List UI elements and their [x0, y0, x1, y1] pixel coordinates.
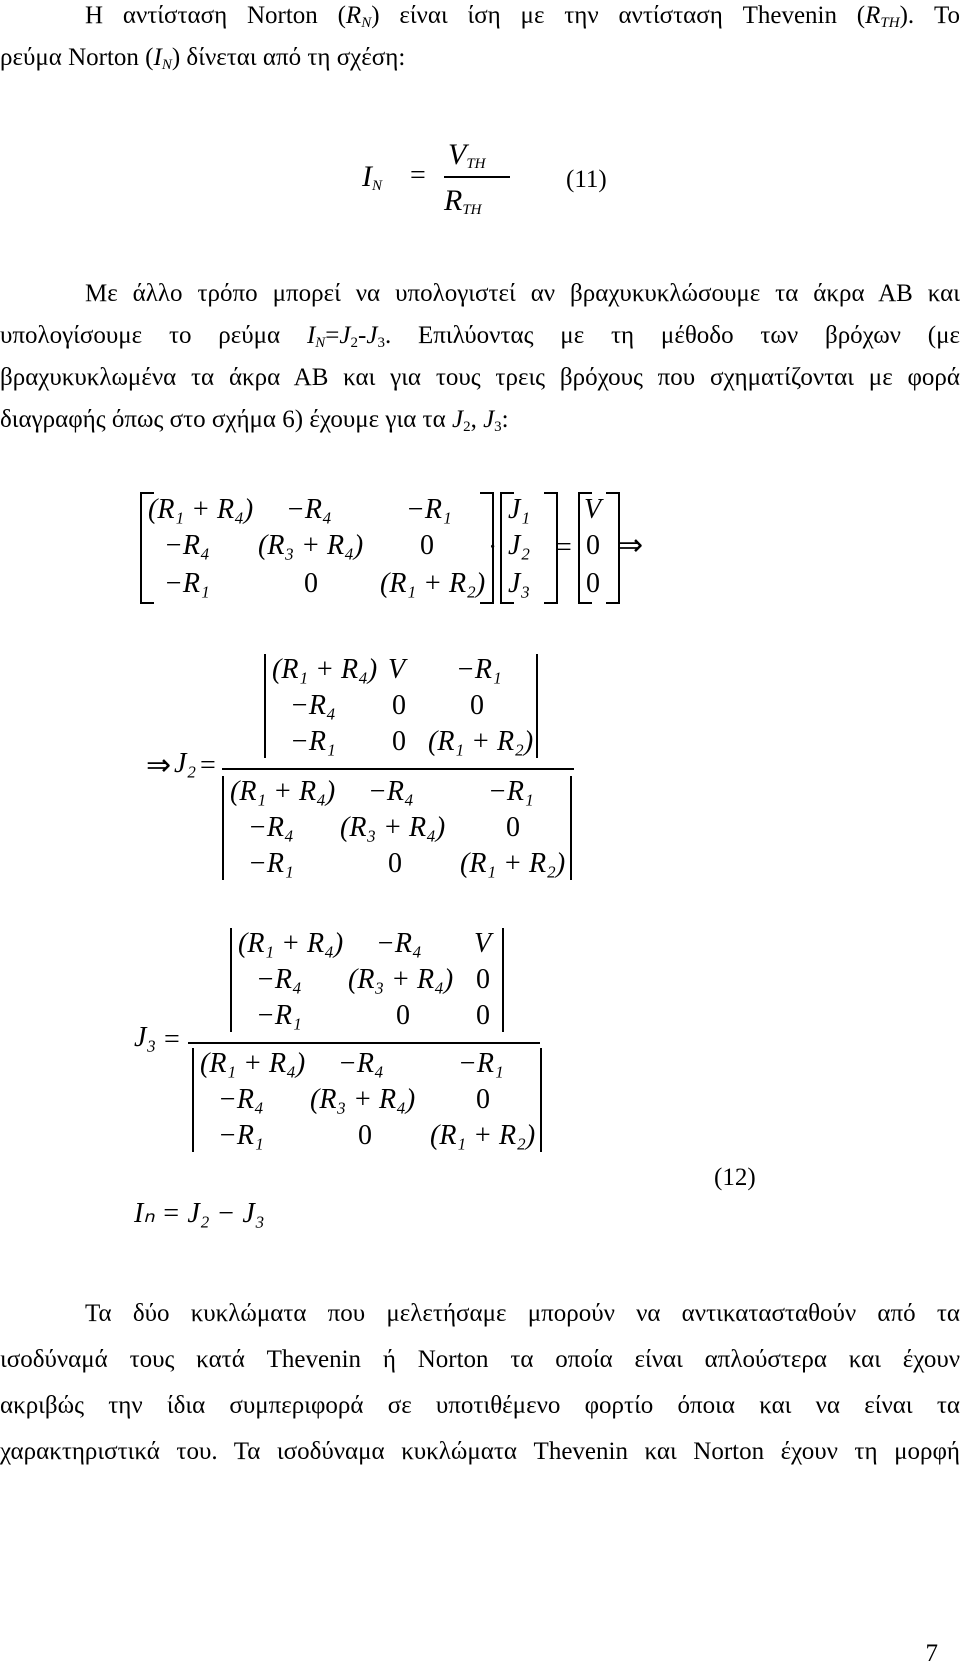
- det-cell: −R₁: [290, 726, 336, 757]
- j3-fraction-bar: [188, 1042, 540, 1044]
- matrix-cell: −R₄: [164, 530, 210, 561]
- det-cell: −R₄: [290, 690, 336, 721]
- paragraph-3-line-1: Τα δύο κυκλώματα που μελετήσαμε μπορούν να αντικατασταθούν από τα: [85, 1300, 960, 1327]
- paragraph-2-line-2: υπολογίσουμε το ρεύμα $I_N=J_2-J_3$. Επιλύοντας με τη μέθοδο των βρόχων (με: [0, 322, 960, 351]
- det-cell: −R₁: [248, 848, 294, 879]
- matrix-cell: −R₁: [406, 494, 452, 525]
- paragraph-1-line-2: ρεύμα Norton $(I_N)$ δίνεται από τη σχέση:: [0, 44, 406, 73]
- j2-implies-arrow: ⇒: [146, 749, 172, 782]
- matrix-cell: 0: [420, 530, 434, 561]
- matrix-cell: −R₄: [286, 494, 332, 525]
- det-cell: −R₄: [368, 776, 414, 807]
- det-cell: −R₄: [256, 964, 302, 995]
- vector-v-cell: V: [584, 494, 602, 525]
- det-cell: −R₁: [218, 1120, 264, 1151]
- j2-lhs: J₂: [174, 748, 197, 779]
- det-cell: 0: [476, 1000, 490, 1031]
- det-cell: 0: [470, 690, 484, 721]
- det-cell: (R₁ + R₄): [272, 654, 378, 685]
- j2-equals: =: [200, 750, 216, 781]
- det-cell: 0: [388, 848, 402, 879]
- paragraph-1-line-1: Η αντίσταση Norton $(R_N)$ είναι ίση με την αντίσταση Thevenin $(R_{TH})$. Το: [85, 2, 960, 31]
- vector-j-cell: J₂: [508, 530, 531, 561]
- vector-v-cell: 0: [586, 530, 600, 561]
- det-cell: −R₁: [458, 1048, 504, 1079]
- vector-j-cell: J₃: [508, 568, 531, 599]
- det-cell: V: [474, 928, 492, 959]
- paragraph-2-line-1: Με άλλο τρόπο μπορεί να υπολογιστεί αν βραχυκυκλώσουμε τα άκρα ΑΒ και: [85, 280, 960, 307]
- paragraph-3-line-4: χαρακτηριστικά του. Τα ισοδύναμα κυκλώματα Thevenin και Norton έχουν τη μορφή: [0, 1438, 960, 1465]
- det-cell: (R₃ + R₄): [340, 812, 446, 843]
- det-cell: (R₃ + R₄): [348, 964, 454, 995]
- det-cell: 0: [476, 964, 490, 995]
- det-cell: 0: [476, 1084, 490, 1115]
- det-cell: −R₁: [488, 776, 534, 807]
- det-cell: 0: [392, 690, 406, 721]
- vector-j-cell: J₁: [508, 494, 531, 525]
- eq11-equals: =: [410, 160, 426, 191]
- eq12-number: (12): [714, 1164, 756, 1191]
- det-cell: −R₁: [256, 1000, 302, 1031]
- eq11-numerator: $V_{TH}$: [448, 138, 486, 172]
- det-cell: 0: [392, 726, 406, 757]
- paragraph-2-line-3: βραχυκυκλωμένα τα άκρα ΑΒ και για τους τρεις βρόχους που σχηματίζονται με φορά: [0, 364, 960, 391]
- matrix-cell: (R₁ + R₄): [148, 494, 254, 525]
- det-cell: (R₁ + R₄): [200, 1048, 306, 1079]
- implies-arrow: ⇒: [618, 529, 644, 562]
- matrix-cell: (R₁ + R₂): [380, 568, 486, 599]
- eq11-fraction-bar: [444, 176, 510, 178]
- j3-equals: =: [164, 1024, 180, 1055]
- det-cell: 0: [396, 1000, 410, 1031]
- paragraph-3-line-2: ισοδύναμά τους κατά Thevenin ή Norton τα οποία είναι απλούστερα και έχουν: [0, 1346, 960, 1373]
- j2-fraction-bar: [222, 768, 574, 770]
- det-cell: (R₁ + R₂): [460, 848, 566, 879]
- det-cell: (R₁ + R₂): [430, 1120, 536, 1151]
- det-cell: −R₄: [218, 1084, 264, 1115]
- matrix-cell: (R₃ + R₄): [258, 530, 364, 561]
- matrix-dot: ·: [488, 532, 498, 563]
- paragraph-3-line-3: ακριβώς την ίδια συμπεριφορά σε υποτιθέμενο φορτίο όποια και να είναι τα: [0, 1392, 960, 1419]
- det-cell: (R₃ + R₄): [310, 1084, 416, 1115]
- matrix-cell: −R₁: [164, 568, 210, 599]
- matrix-cell: 0: [304, 568, 318, 599]
- paragraph-2-line-4: διαγραφής όπως στο σχήμα 6) έχουμε για τα $J_2$, $J_3$:: [0, 406, 509, 435]
- det-cell: V: [388, 654, 406, 685]
- det-cell: (R₁ + R₂): [428, 726, 534, 757]
- eq11-number: (11): [566, 166, 607, 193]
- det-cell: −R₄: [248, 812, 294, 843]
- vector-v-cell: 0: [586, 568, 600, 599]
- det-cell: −R₁: [456, 654, 502, 685]
- page-number: 7: [925, 1640, 938, 1667]
- in-expression: Iₙ = J₂ − J₃: [134, 1198, 265, 1229]
- matrix-equals: =: [556, 532, 572, 563]
- det-cell: (R₁ + R₄): [230, 776, 336, 807]
- j3-lhs: J₃: [134, 1022, 157, 1053]
- eq11-denominator: $R_{TH}$: [444, 184, 482, 218]
- det-cell: −R₄: [376, 928, 422, 959]
- det-cell: −R₄: [338, 1048, 384, 1079]
- eq11-lhs: $I_N$: [362, 160, 383, 194]
- det-cell: (R₁ + R₄): [238, 928, 344, 959]
- det-cell: 0: [358, 1120, 372, 1151]
- det-cell: 0: [506, 812, 520, 843]
